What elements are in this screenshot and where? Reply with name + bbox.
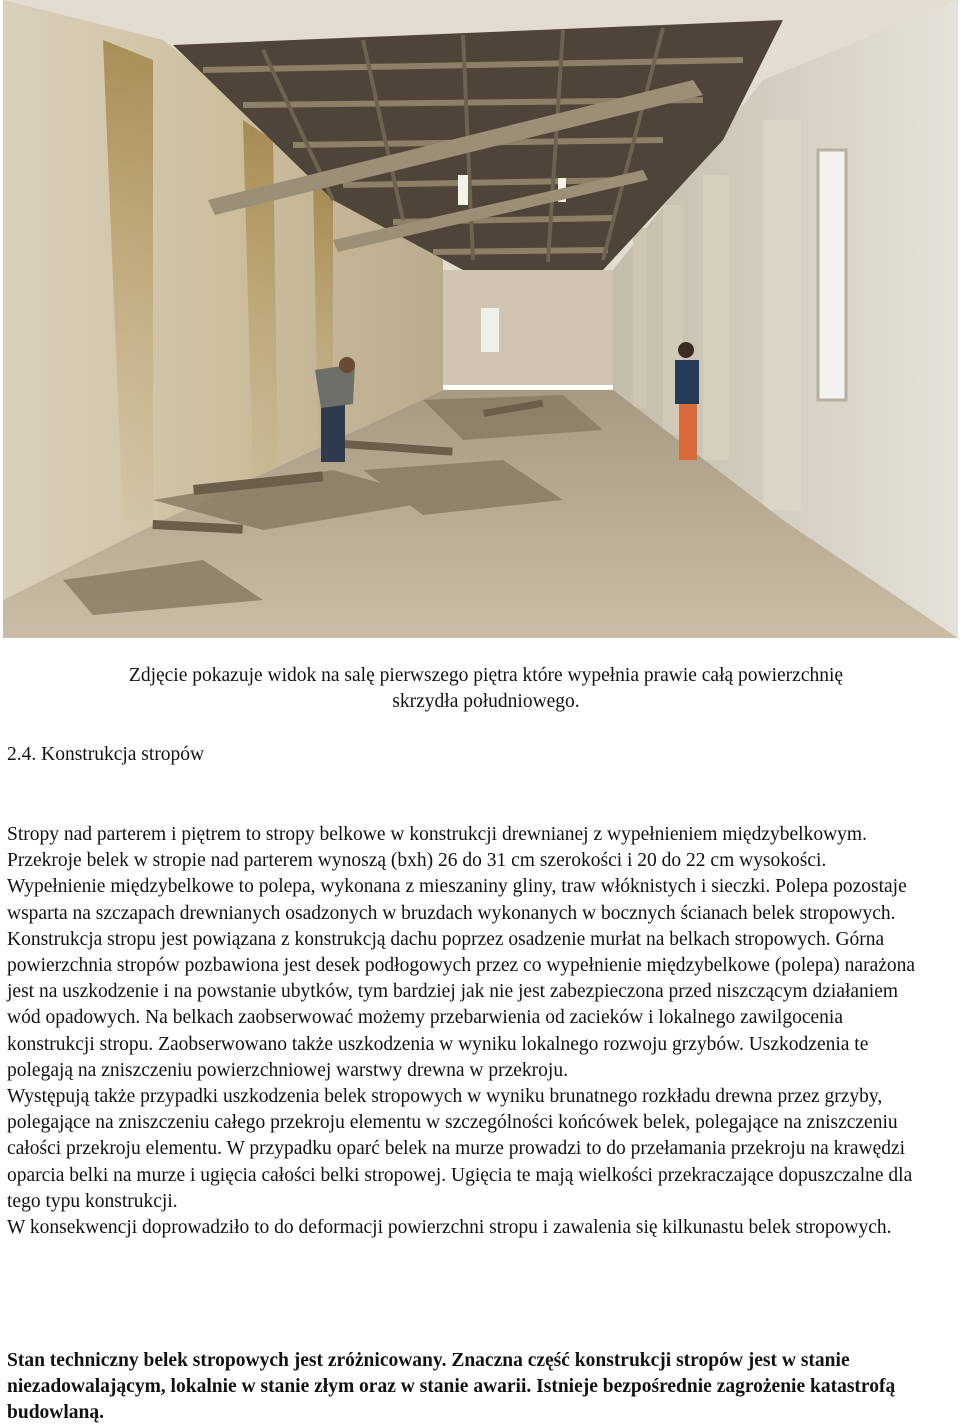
- section-heading: 2.4. Konstrukcja stropów: [7, 744, 205, 765]
- interior-photo-icon: [3, 0, 958, 638]
- conclusion-text: Stan techniczny belek stropowych jest zróżnicowany. Znaczna część konstrukcji stropów jest w stanie niezadowalającym, lokalnie w stanie złym oraz w stanie awarii. Istnieje bezpośrednie zagrożenie katastrofą budowlaną.: [7, 1350, 896, 1423]
- caption-line-2: skrzydła południowego.: [392, 691, 580, 712]
- section-body: [7, 822, 927, 1241]
- paragraph-1: Stropy nad parterem i piętrem to stropy belkowe w konstrukcji drewnianej z wypełnieniem międzybelkowym. Przekroje belek w stropie nad parterem wynoszą (bxh) 26 do 31 cm szerokości i 20 do 22 cm wysokości. Wypełnienie międzybelkowe to polepa, wykonana z mieszaniny gliny, traw włóknistych i sieczki. Polepa pozostaje wsparta na szczapach drewnianych osadzonych w bruzdach wykonanych w bocznych ścianach belek stropowych. Konstrukcja stropu jest powiązana z konstrukcją dachu poprzez osadzenie murłat na belkach stropowych. Górna powierzchnia stropów pozbawiona jest desek podłogowych przez co wypełnienie międzybelkowe (polepa) narażona jest na uszkodzenie i na powstanie ubytków, tym bardziej jak nie jest zabezpieczona przed niszczącym działaniem wód opadowych. Na belkach zaobserwować możemy przebarwienia od zacieków i lokalnego zawilgocenia konstrukcji stropu. Zaobserwowano także uszkodzenia w wyniku lokalnego rozwoju grzybów. Uszkodzenia te polegają na zniszczeniu powierzchniowej warstwy drewna w przekroju.: [7, 824, 916, 1081]
- paragraph-3: W konsekwencji doprowadziło to do deformacji powierzchni stropu i zawalenia się kilkunastu belek stropowych.: [7, 1217, 892, 1239]
- photo-caption: [0, 663, 960, 715]
- paragraph-2: Występują także przypadki uszkodzenia belek stropowych w wyniku brunatnego rozkładu drewna przez grzyby, polegające na zniszczeniu całego przekroju elementu w szczególności końcówek belek, polegające na zniszczeniu całości przekroju elementu. W przypadku oparć belek na murze prowadzi to do przełamania przekroju na krawędzi oparcia belki na murze i ugięcia całości belki stropowej. Ugięcia te mają wielkości przekraczające dopuszczalne dla tego typu konstrukcji.: [7, 1086, 913, 1212]
- caption-line-1: Zdjęcie pokazuje widok na salę pierwszego piętra które wypełnia prawie całą powierzchnię: [128, 665, 844, 686]
- interior-photo: [3, 0, 958, 638]
